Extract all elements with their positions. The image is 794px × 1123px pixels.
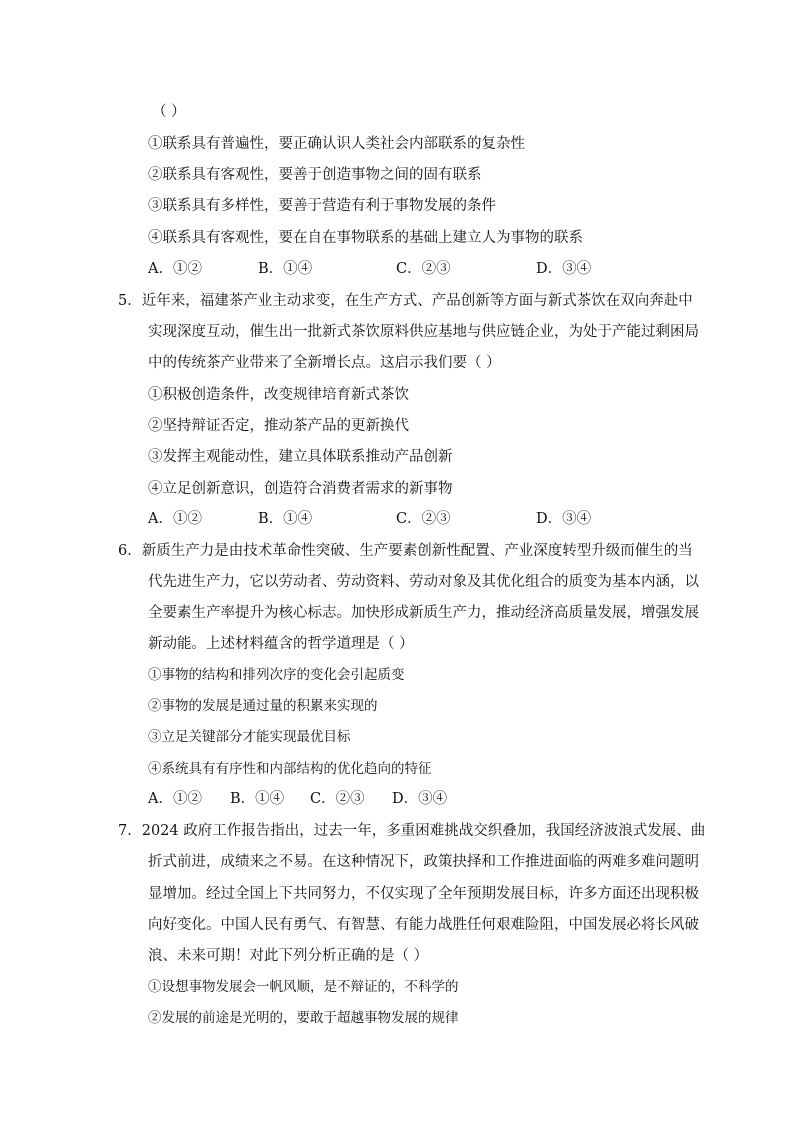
q5-stem-line-2: 实现深度互动，催生出一批新式茶饮原料供应基地与供应链企业，为处于产能过剩困局 — [148, 324, 699, 340]
q5-option-4: ④立足创新意识，创造符合消费者需求的新事物 — [148, 481, 453, 497]
q7-stem-line-1: 7．2024 政府工作报告指出，过去一年，多重困难挑战交织叠加，我国经济波浪式发展、曲 — [118, 823, 706, 839]
q7-stem-line-2: 折式前进，成绩来之不易。在这种情况下，政策抉择和工作推进面临的两难多难问题明 — [148, 854, 699, 870]
q6-answer-b: B．①④ — [230, 791, 285, 807]
q5-option-2: ②坚持辩证否定，推动茶产品的更新换代 — [148, 418, 409, 434]
q6-option-1: ①事物的结构和排列次序的变化会引起质变 — [148, 667, 405, 683]
q6-stem-line-2: 代先进生产力，它以劳动者、劳动资料、劳动对象及其优化组合的质变为基本内涵，以 — [148, 574, 699, 590]
q6-answer-d: D．③④ — [392, 791, 448, 807]
q5-option-1: ①积极创造条件，改变规律培育新式茶饮 — [148, 387, 409, 403]
q6-stem-line-3: 全要素生产率提升为核心标志。加快形成新质生产力，推动经济高质量发展，增强发展 — [148, 605, 699, 621]
q6-option-3: ③立足关键部分才能实现最优目标 — [148, 729, 351, 745]
q-prev-answer-d: D．③④ — [536, 261, 592, 277]
q5-stem-line-3: 中的传统茶产业带来了全新增长点。这启示我们要（ ） — [148, 355, 501, 371]
q-prev-stem-tail: （ ） — [152, 104, 186, 120]
q-prev-answer-a: A．①② — [148, 261, 202, 277]
q5-answer-a: A．①② — [148, 511, 202, 527]
q7-option-1: ①设想事物发展会一帆风顺，是不辩证的，不科学的 — [148, 979, 459, 995]
q7-stem-line-3: 显增加。经过全国上下共同努力，不仅实现了全年预期发展目标，许多方面还出现积极 — [148, 886, 699, 902]
q7-option-2: ②发展的前途是光明的，要敢于超越事物发展的规律 — [148, 1010, 459, 1026]
q5-stem-line-1: 5．近年来，福建茶产业主动求变，在生产方式、产品创新等方面与新式茶饮在双向奔赴中 — [118, 293, 693, 309]
q-prev-answer-c: C．②③ — [396, 261, 451, 277]
q5-option-3: ③发挥主观能动性，建立具体联系推动产品创新 — [148, 449, 453, 465]
q-prev-option-4: ④联系具有客观性，要在自在事物联系的基础上建立人为事物的联系 — [148, 230, 583, 246]
q6-option-2: ②事物的发展是通过量的积累来实现的 — [148, 698, 378, 714]
q-prev-option-1: ①联系具有普遍性，要正确认识人类社会内部联系的复杂性 — [148, 136, 525, 152]
q6-answer-a: A．①② — [148, 791, 202, 807]
q5-answer-c: C．②③ — [396, 511, 451, 527]
q6-stem-line-1: 6．新质生产力是由技术革命性突破、生产要素创新性配置、产业深度转型升级而催生的当 — [118, 543, 693, 559]
q-prev-option-3: ③联系具有多样性，要善于营造有利于事物发展的条件 — [148, 198, 496, 214]
q-prev-option-2: ②联系具有客观性，要善于创造事物之间的固有联系 — [148, 167, 482, 183]
q6-option-4: ④系统具有有序性和内部结构的优化趋向的特征 — [148, 761, 432, 777]
q7-stem-line-5: 浪、未来可期！对此下列分析正确的是（ ） — [148, 948, 429, 964]
q6-stem-line-4: 新动能。上述材料蕴含的哲学道理是（ ） — [148, 636, 414, 652]
q-prev-answer-b: B．①④ — [258, 261, 313, 277]
q6-answer-c: C．②③ — [310, 791, 365, 807]
q7-stem-line-4: 向好变化。中国人民有勇气、有智慧、有能力战胜任何艰难险阻，中国发展必将长风破 — [148, 917, 699, 933]
q5-answer-d: D．③④ — [536, 511, 592, 527]
q5-answer-b: B．①④ — [258, 511, 313, 527]
